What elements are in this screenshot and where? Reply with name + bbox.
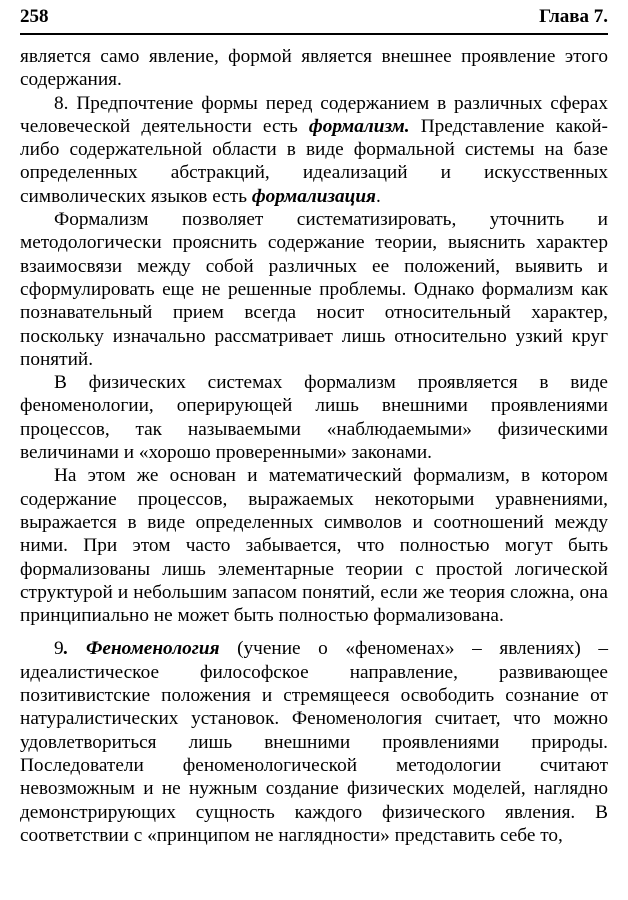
term-formalism: формализм. (308, 115, 410, 137)
term-phenomenology: . Феноменология (63, 638, 220, 660)
paragraph-1: является само явление, формой является внешнее проявление этого содержания. (20, 46, 608, 91)
paragraph-3: Формализм позволяет систематизировать, уточнить и методологически прояснить содержание теории, выяснить характер взаимосвязи между собой различных ее положений, выявить и сформулировать еще не решенные проблемы. Однако формализм как познавательный прием всегда носит относительный характер, поскольку изначально рассматривает лишь относительно узкий круг понятий. (20, 209, 608, 370)
paragraph-6-text: (учение о «феноменах» – явлениях) – идеалистическое философское направление, развивающее позитивистские положения и стремящееся освободить сознание от натуралистических установок. Феноменология считает, что можно удовлетвориться лишь внешними проявлениями природы. Последователи феноменологической методологии считают невозможным и не нужным создание физических моделей, наглядно демонстрирующих сущность каждого физического явления. В соответствии с «принципом не наглядности» представить себе то, (20, 638, 608, 846)
paragraph-4: В физических системах формализм проявляется в виде феноменологии, оперирующей лишь внешними проявлениями процессов, так называемыми «наблюдаемыми» физическими величинами и «хорошо проверенными» законами. (20, 372, 608, 464)
page-number: 258 (20, 6, 49, 27)
page-header (20, 6, 608, 35)
paragraph-6 (20, 637, 608, 847)
term-formalization: формализация (251, 185, 376, 207)
paragraph-2-part-a: 8. Предпочтение формы перед содержанием в различных сферах человеческой деятельности есть (20, 92, 608, 137)
body-text (20, 45, 608, 847)
chapter-title: Глава 7. (539, 6, 608, 27)
paragraph-5: На этом же основан и математический формализм, в котором содержание процессов, выражаемых некоторыми уравнениями, выражается в виде определенных символов и соотношений между ними. При этом часто забывается, что полностью могут быть формализованы лишь элементарные теории с простой логической структурой и небольшим запасом понятий, если же теория сложна, она принципиально не может быть полностью формализована. (20, 465, 608, 627)
paragraph-2-part-b: Представление какой-либо содержательной области в виде формальной системы на базе определенных абстракций, идеализаций и искусственных символических языков есть (20, 115, 608, 207)
item-number: 9 (54, 638, 64, 660)
paragraph-2 (20, 92, 608, 208)
paragraph-2-part-c: . (376, 185, 381, 207)
